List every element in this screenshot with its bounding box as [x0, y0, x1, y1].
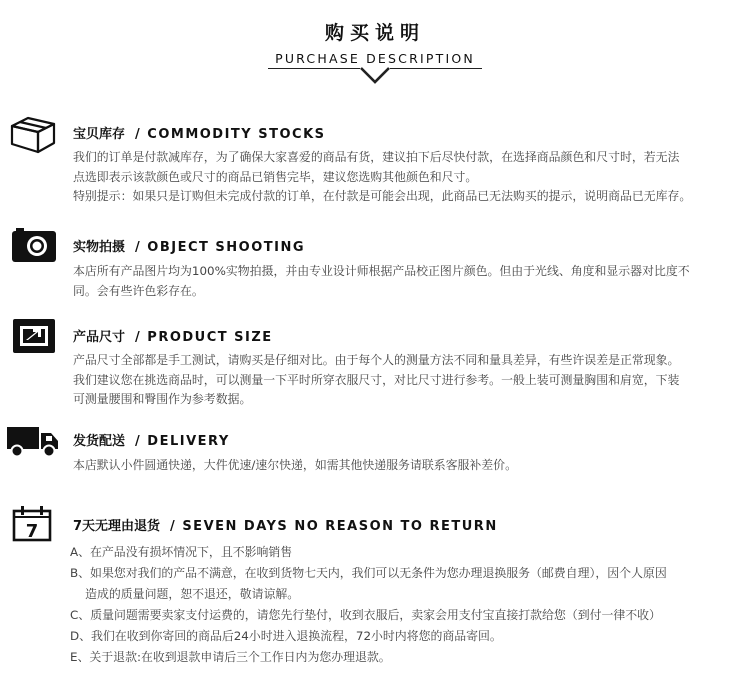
section-body [73, 262, 743, 301]
camera-icon [10, 228, 58, 264]
paragraph-line: 我们建议您在挑选商品时，可以测量一下平时所穿衣服尺寸，对比尺寸进行参考。一般上装可测量胸围和肩宽，下装 [73, 372, 680, 387]
paragraph-line: 产品尺寸全部都是手工测试，请购买是仔细对比。由于每个人的测量方法不同和量具差异，有些许误差是正常现象。 [73, 353, 680, 367]
list-item: C、质量问题需要卖家支付运费的，请您先行垫付，收到衣服后，卖家会用支付宝直接打款给您（到付一律不收） [70, 608, 661, 622]
paragraph-line: 特别提示：如果只是订购但未完成付款的订单，在付款是可能会出现，此商品已无法购买的提示，说明商品已无库存。 [73, 189, 692, 203]
paragraph-line: 本店默认小件圆通快递，大件优速/速尔快递，如需其他快递服务请联系客服补差价。 [73, 458, 517, 472]
divider-right [390, 68, 482, 69]
paragraph-line: 我们的订单是付款减库存，为了确保大家喜爱的商品有货，建议拍下后尽快付款，在选择商品颜色和尺寸时，若无法 [73, 150, 680, 164]
section-body [70, 542, 740, 668]
truck-icon [6, 426, 60, 458]
list-item: D、我们在收到你寄回的商品后24小时进入退换流程，72小时内将您的商品寄回。 [70, 629, 502, 643]
list-item: A、在产品没有损坏情况下，且不影响销售 [70, 545, 293, 559]
list-item: B、如果您对我们的产品不满意，在收到货物七天内，我们可以无条件为您办理退换服务（邮费自理），因个人原因 [70, 566, 667, 580]
section-title: 发货配送 / DELIVERY [73, 434, 230, 449]
page-subtitle: PURCHASE DESCRIPTION [275, 51, 475, 66]
paragraph-line: 本店所有产品图片均为100%实物拍摄，并由专业设计师根据产品校正图片颜色。但由于光线、角度和显示器对比度不 [73, 264, 690, 278]
section-body [73, 148, 743, 207]
calendar-7-icon [12, 506, 54, 542]
section-body [73, 456, 743, 476]
section-body [73, 351, 743, 410]
section-title: 7天无理由退货 / SEVEN DAYS NO REASON TO RETURN [73, 519, 498, 534]
section-title: 实物拍摄 / OBJECT SHOOTING [73, 240, 306, 255]
page-title: 购买说明 [324, 22, 425, 44]
paragraph-line: 同。会有些许色彩存在。 [73, 283, 204, 298]
section-title: 宝贝库存 / COMMODITY STOCKS [73, 127, 326, 142]
svg-text:7: 7 [25, 521, 39, 542]
box-icon [8, 116, 58, 154]
paragraph-line: 点选即表示该款颜色或尺寸的商品已销售完毕，建议您选购其他颜色和尺寸。 [73, 169, 478, 184]
list-item: 造成的质量问题，恕不退还，敬请谅解。 [70, 587, 300, 601]
chevron-down-icon [358, 64, 392, 86]
resize-icon [12, 318, 56, 354]
paragraph-line: 可测量腰围和臀围作为参考数据。 [73, 392, 252, 406]
list-item: E、关于退款:在收到退款申请后三个工作日内为您办理退款。 [70, 650, 391, 664]
divider-left [268, 68, 360, 69]
section-title: 产品尺寸 / PRODUCT SIZE [73, 330, 273, 345]
